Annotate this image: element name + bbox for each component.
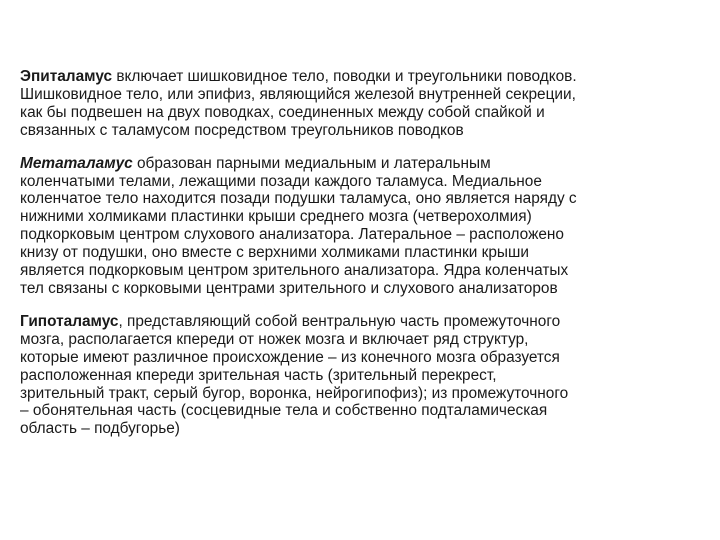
paragraph-hypothalamus: [20, 313, 700, 438]
line-text: , представляющий собой вентральную часть промежуточного: [118, 312, 561, 330]
text-line: – обонятельная часть (сосцевидные тела и собственно подталамическая: [20, 402, 548, 420]
text-line: [20, 155, 700, 173]
paragraph-metathalamus: [20, 155, 700, 298]
term-hypothalamus: Гипоталамус: [20, 312, 119, 330]
text-line: которые имеют различное происхождение – из конечного мозга образуется: [20, 348, 560, 366]
text-line: как бы подвешен на двух поводках, соединенных между собой спайкой и: [20, 103, 545, 121]
paragraph-epithalamus: [20, 68, 700, 140]
text-line: [20, 313, 700, 331]
text-line: [20, 68, 700, 86]
text-block: [20, 68, 700, 438]
text-line: является подкорковым центром зрительного анализатора. Ядра коленчатых: [20, 262, 569, 280]
text-line: книзу от подушки, оно вместе с верхними холмиками пластинки крыши: [20, 244, 529, 262]
text-line: подкорковым центром слухового анализатора. Латеральное – расположено: [20, 226, 564, 244]
text-line: связанных с таламусом посредством треугольников поводков: [20, 121, 464, 139]
text-line: нижними холмиками пластинки крыши среднего мозга (четверохолмия): [20, 208, 532, 226]
text-line: коленчатыми телами, лежащими позади каждого таламуса. Медиальное: [20, 172, 542, 190]
text-line: мозга, располагается кпереди от ножек мозга и включает ряд структур,: [20, 330, 529, 348]
line-text: включает шишковидное тело, поводки и треугольники поводков.: [112, 68, 577, 85]
text-line: расположенная кпереди зрительная часть (зрительный перекрест,: [20, 366, 497, 384]
term-epithalamus: Эпиталамус: [20, 68, 113, 85]
text-line: тел связаны с корковыми центрами зрительного и слухового анализаторов: [20, 279, 558, 297]
term-metathalamus: Метаталамус: [20, 154, 133, 172]
text-line: коленчатое тело находится позади подушки таламуса, оно является наряду с: [20, 190, 577, 208]
text-line: область – подбугорье): [20, 420, 180, 438]
line-text: образован парными медиальным и латеральным: [132, 154, 491, 172]
text-line: зрительный тракт, серый бугор, воронка, нейрогипофиз); из промежуточного: [20, 384, 569, 402]
text-line: Шишковидное тело, или эпифиз, являющийся железой внутренней секреции,: [20, 85, 576, 103]
